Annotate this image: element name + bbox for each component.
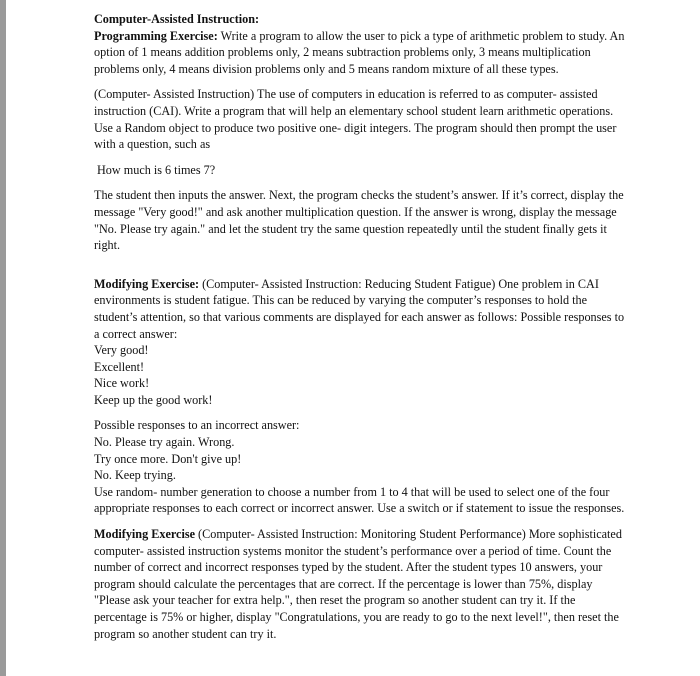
programming-exercise-text: Write a program to allow the user to pick a type of arithmetic problem to study. An option of 1 means addition problems only, 2 means subtraction problems only, 3 means multiplication problems only, 4 means division problems only and 5 means random mixture of all these types. xyxy=(94,28,625,76)
performance-exercise-paragraph xyxy=(94,526,626,642)
fatigue-exercise-paragraph xyxy=(94,276,626,342)
incorrect-response-item: No. Please try again. Wrong. xyxy=(94,435,235,450)
correct-response-item: Excellent! xyxy=(94,359,145,374)
left-margin-bar xyxy=(0,0,6,676)
correct-response-item: Nice work! xyxy=(94,376,150,391)
random-instruction-paragraph: Use random- number generation to choose a number from 1 to 4 that will be used to select one of the four appropriate responses to each correct or incorrect answer. Use a switch or if statement to issue the responses. xyxy=(94,484,625,516)
programming-exercise-paragraph xyxy=(94,28,626,78)
document-heading: Computer-Assisted Instruction: xyxy=(94,12,260,26)
cai-intro-paragraph: (Computer- Assisted Instruction) The use of computers in education is referred to as computer- assisted instruction (CAI). Write a program that will help an elementary school student learn arithmetic operations. Use a Random object to produce two positive one- digit integers. The program should then prompt the user with a question, such as xyxy=(94,87,617,152)
fatigue-exercise-text: (Computer- Assisted Instruction: Reducing Student Fatigue) One problem in CAI environments is student fatigue. This can be reduced by varying the computer’s responses to hold the student’s attention, so that various comments are displayed for each answer as follows: Possible responses to a correct answer: xyxy=(94,276,625,341)
performance-exercise-label: Modifying Exercise xyxy=(94,527,195,542)
incorrect-responses-intro: Possible responses to an incorrect answer: xyxy=(94,418,300,433)
incorrect-response-item: Try once more. Don't give up! xyxy=(94,451,242,466)
fatigue-exercise-label: Modifying Exercise: xyxy=(94,276,200,291)
incorrect-response-item: No. Keep trying. xyxy=(94,468,176,483)
performance-exercise-text: (Computer- Assisted Instruction: Monitoring Student Performance) More sophisticated computer- assisted instruction systems monitor the student’s performance over a period of time. Count the number of correct and incorrect responses typed by the student. After the student types 10 answers, your program should calculate the percentages that are correct. If the percentage is lower than 75%, display "Please ask your teacher for extra help.", then reset the program so another student can try it. If the percentage is 75% or higher, display "Congratulations, you are ready to go to the next level!", then reset the program so another student can try it. xyxy=(94,527,622,641)
check-answer-paragraph: The student then inputs the answer. Next, the program checks the student’s answer. If it’s correct, display the message "Very good!" and ask another multiplication question. If the answer is wrong, display the message "No. Please try again." and let the student try the same question repeatedly until the student finally gets it right. xyxy=(94,188,624,253)
correct-response-item: Keep up the good work! xyxy=(94,392,213,407)
sample-question: How much is 6 times 7? xyxy=(97,162,216,177)
correct-response-item: Very good! xyxy=(94,343,149,358)
programming-exercise-label: Programming Exercise: xyxy=(94,28,218,43)
document-page xyxy=(94,11,626,642)
